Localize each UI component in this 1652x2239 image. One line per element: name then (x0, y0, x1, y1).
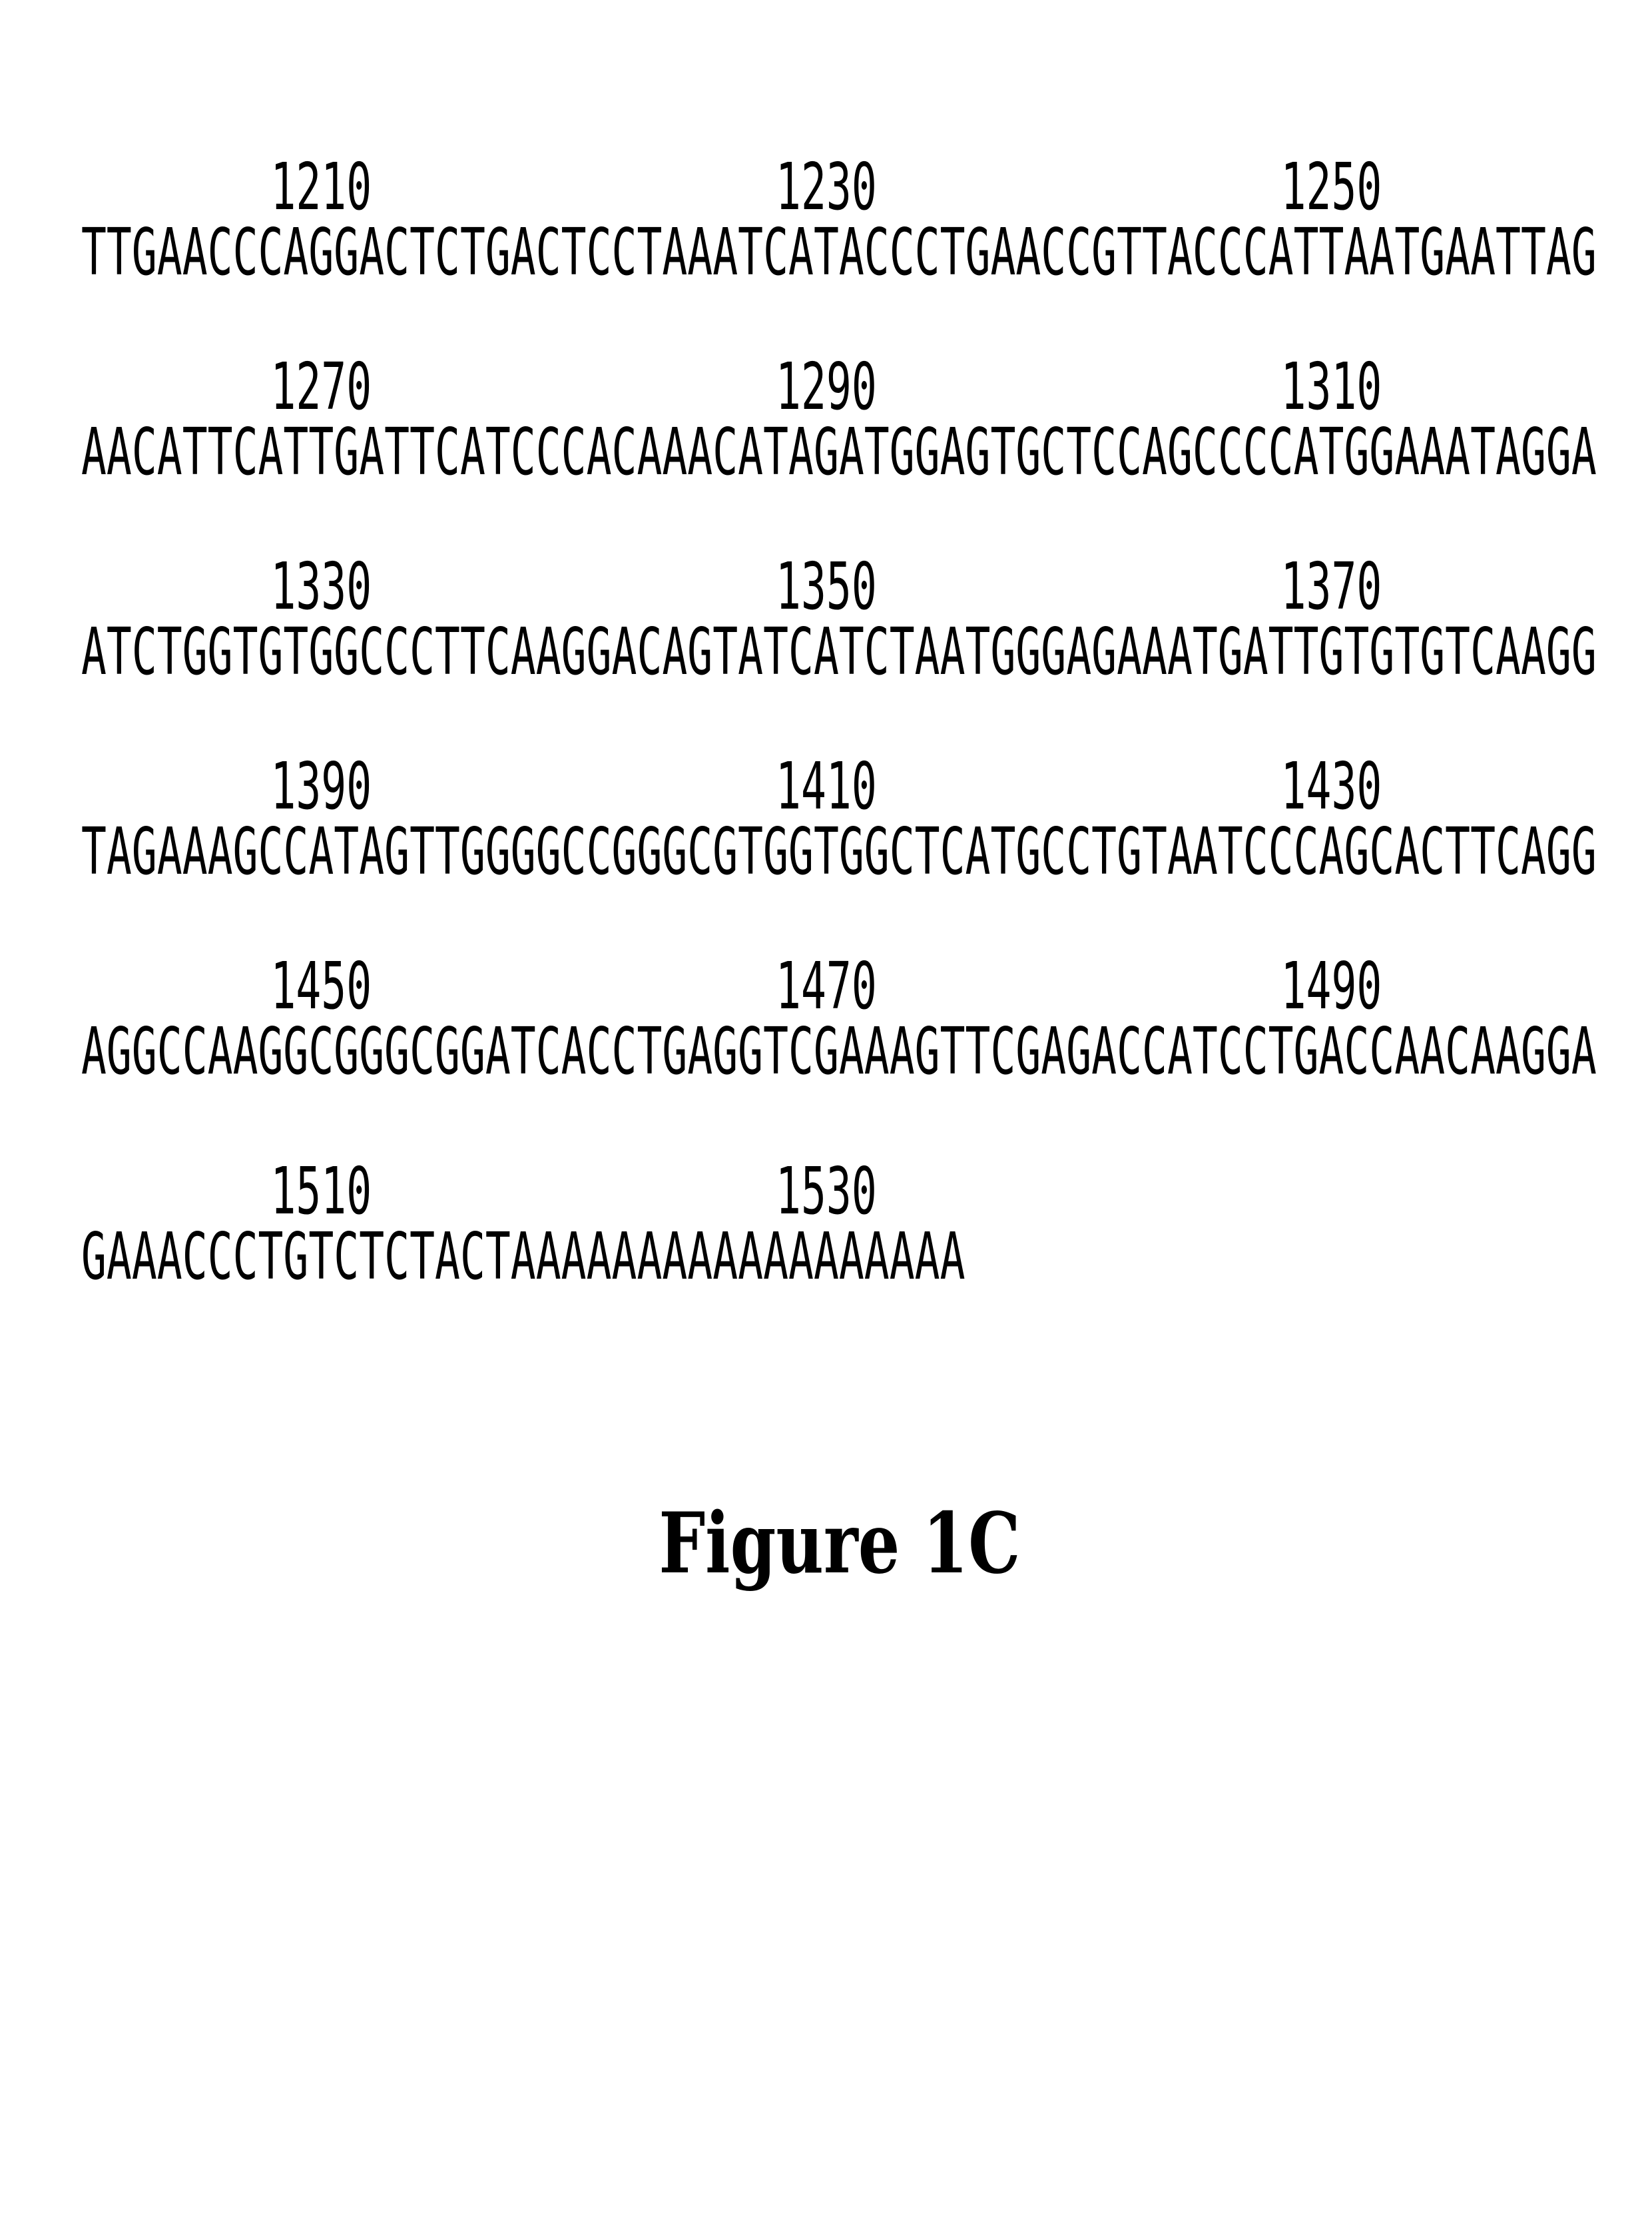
dna-sequence-line: GAAACCCTGTCTCTACTAAAAAAAAAAAAAAAAAA (81, 1219, 965, 1295)
dna-sequence-line: ATCTGGTGTGGCCCTTCAAGGACAGTATCATCTAATGGGAGAAATGATTGTGTGTCAAGG (81, 614, 1597, 690)
position-label: 1370 (1280, 549, 1382, 625)
position-label: 1250 (1280, 149, 1382, 225)
sequence-block (81, 549, 1613, 754)
sequence-block (81, 349, 1613, 554)
position-label: 1290 (776, 349, 877, 425)
sequence-block (81, 1153, 1613, 1359)
position-label: 1390 (270, 749, 372, 824)
position-label: 1270 (270, 349, 372, 425)
dna-sequence-line: AGGCCAAGGCGGGCGGATCACCTGAGGTCGAAAGTTCGAGACCATCCTGACCAACAAGGA (81, 1014, 1597, 1090)
position-label: 1510 (270, 1153, 372, 1229)
position-label: 1430 (1280, 749, 1382, 824)
position-label: 1330 (270, 549, 372, 625)
position-label: 1410 (776, 749, 877, 824)
figure-title: Figure 1C (658, 1494, 1020, 1593)
sequence-block (81, 149, 1613, 354)
position-label: 1230 (776, 149, 877, 225)
position-label: 1310 (1280, 349, 1382, 425)
position-label: 1210 (270, 149, 372, 225)
position-label: 1350 (776, 549, 877, 625)
sequence-block (81, 749, 1613, 954)
position-label: 1490 (1280, 948, 1382, 1024)
dna-sequence-line: TTGAACCCAGGACTCTGACTCCTAAATCATACCCTGAACCGTTACCCATTAATGAATTAG (81, 214, 1597, 290)
sequence-block (81, 948, 1613, 1153)
dna-sequence-line: TAGAAAGCCATAGTTGGGGCCGGGCGTGGTGGCTCATGCCTGTAATCCCAGCACTTCAGG (81, 814, 1597, 890)
dna-sequence-line: AACATTCATTGATTCATCCCACAAACATAGATGGAGTGCTCCAGCCCCATGGAAATAGGA (81, 414, 1597, 490)
position-label: 1450 (270, 948, 372, 1024)
position-label: 1470 (776, 948, 877, 1024)
position-label: 1530 (776, 1153, 877, 1229)
